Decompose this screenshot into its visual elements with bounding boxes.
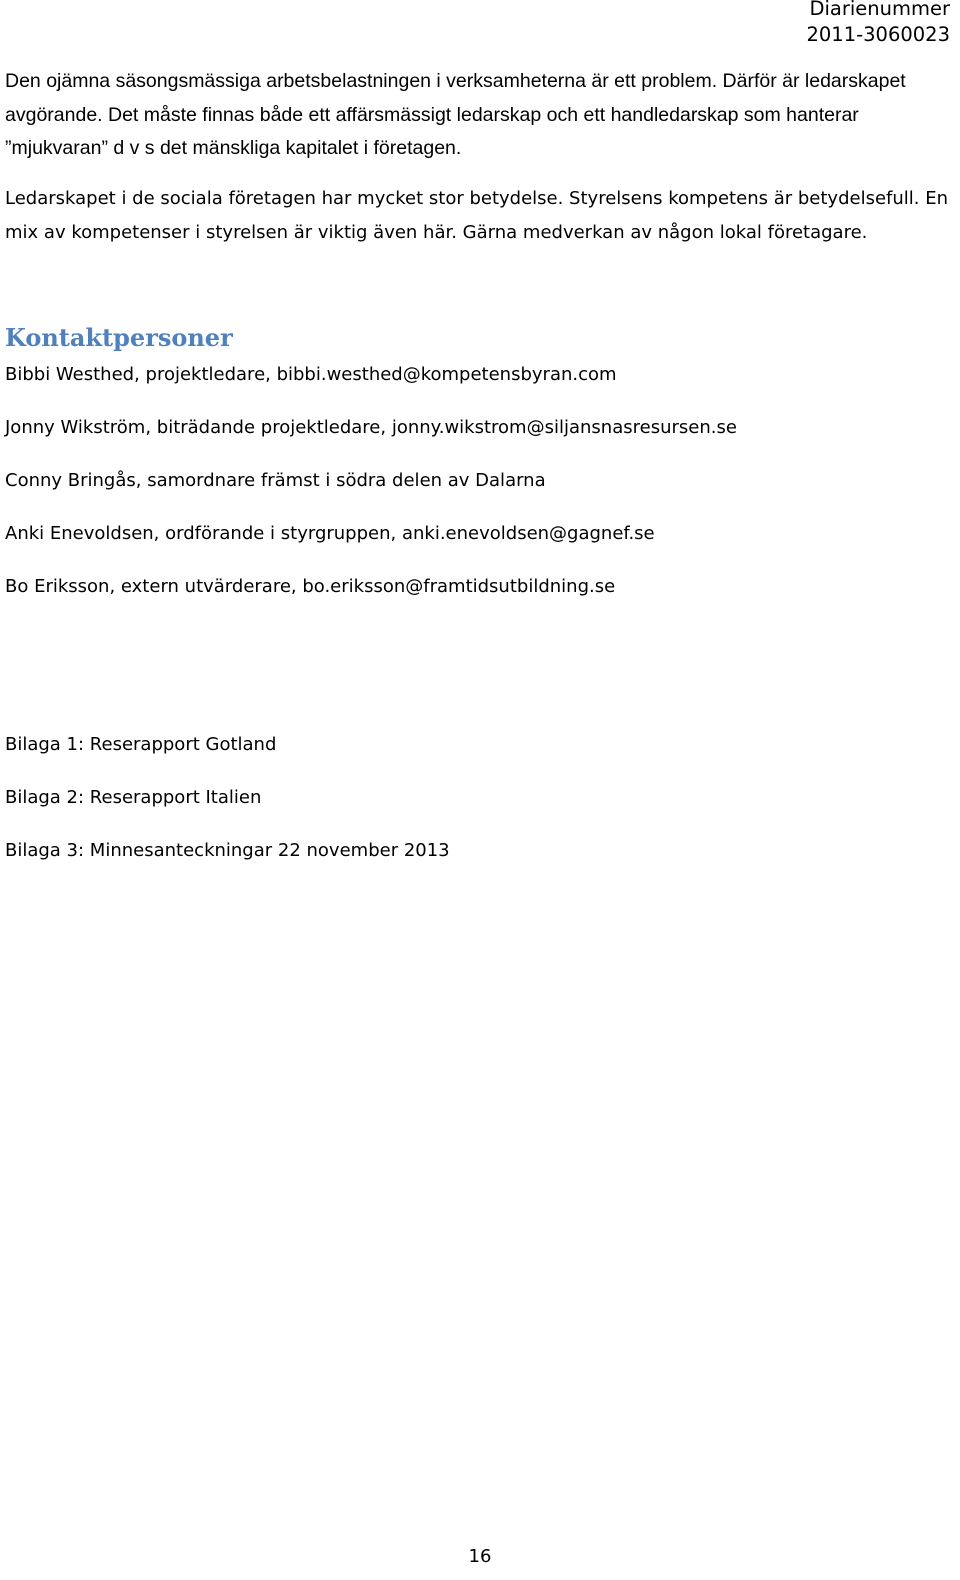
attachment-item: Bilaga 1: Reserapport Gotland [5, 734, 277, 755]
attachment-item: Bilaga 3: Minnesanteckningar 22 november 2013 [5, 840, 450, 861]
diarienummer-label: Diarienummer [809, 0, 950, 20]
contacts-list [5, 360, 737, 625]
page-number: 16 [468, 1546, 492, 1567]
diarienummer-value: 2011-3060023 [806, 23, 950, 46]
attachments-list [5, 730, 450, 889]
contact-item: Jonny Wikström, biträdande projektledare, jonny.wikstrom@siljansnasresursen.se [5, 417, 737, 438]
contact-item: Anki Enevoldsen, ordförande i styrgruppen, anki.enevoldsen@gagnef.se [5, 523, 655, 544]
document-header [806, 0, 950, 48]
attachment-item: Bilaga 2: Reserapport Italien [5, 787, 262, 808]
contact-item: Bibbi Westhed, projektledare, bibbi.westhed@kompetensbyran.com [5, 364, 617, 385]
paragraph-workload: Den ojämna säsongsmässiga arbetsbelastningen i verksamheterna är ett problem. Därför är ledarskapet avgörande. Det måste finnas både ett affärsmässigt ledarskap och ett handledarskap som hanterar ”mjukvaran” d v s det mänskliga kapitalet i företagen. [5, 70, 906, 159]
contact-item: Bo Eriksson, extern utvärderare, bo.eriksson@framtidsutbildning.se [5, 576, 616, 597]
contact-item: Conny Bringås, samordnare främst i södra delen av Dalarna [5, 470, 546, 491]
paragraph-leadership: Ledarskapet i de sociala företagen har mycket stor betydelse. Styrelsens kompetens är betydelsefull. En mix av kompetenser i styrelsen är viktig även här. Gärna medverkan av någon lokal företagare. [5, 188, 948, 243]
contacts-heading: Kontaktpersoner [5, 323, 233, 352]
